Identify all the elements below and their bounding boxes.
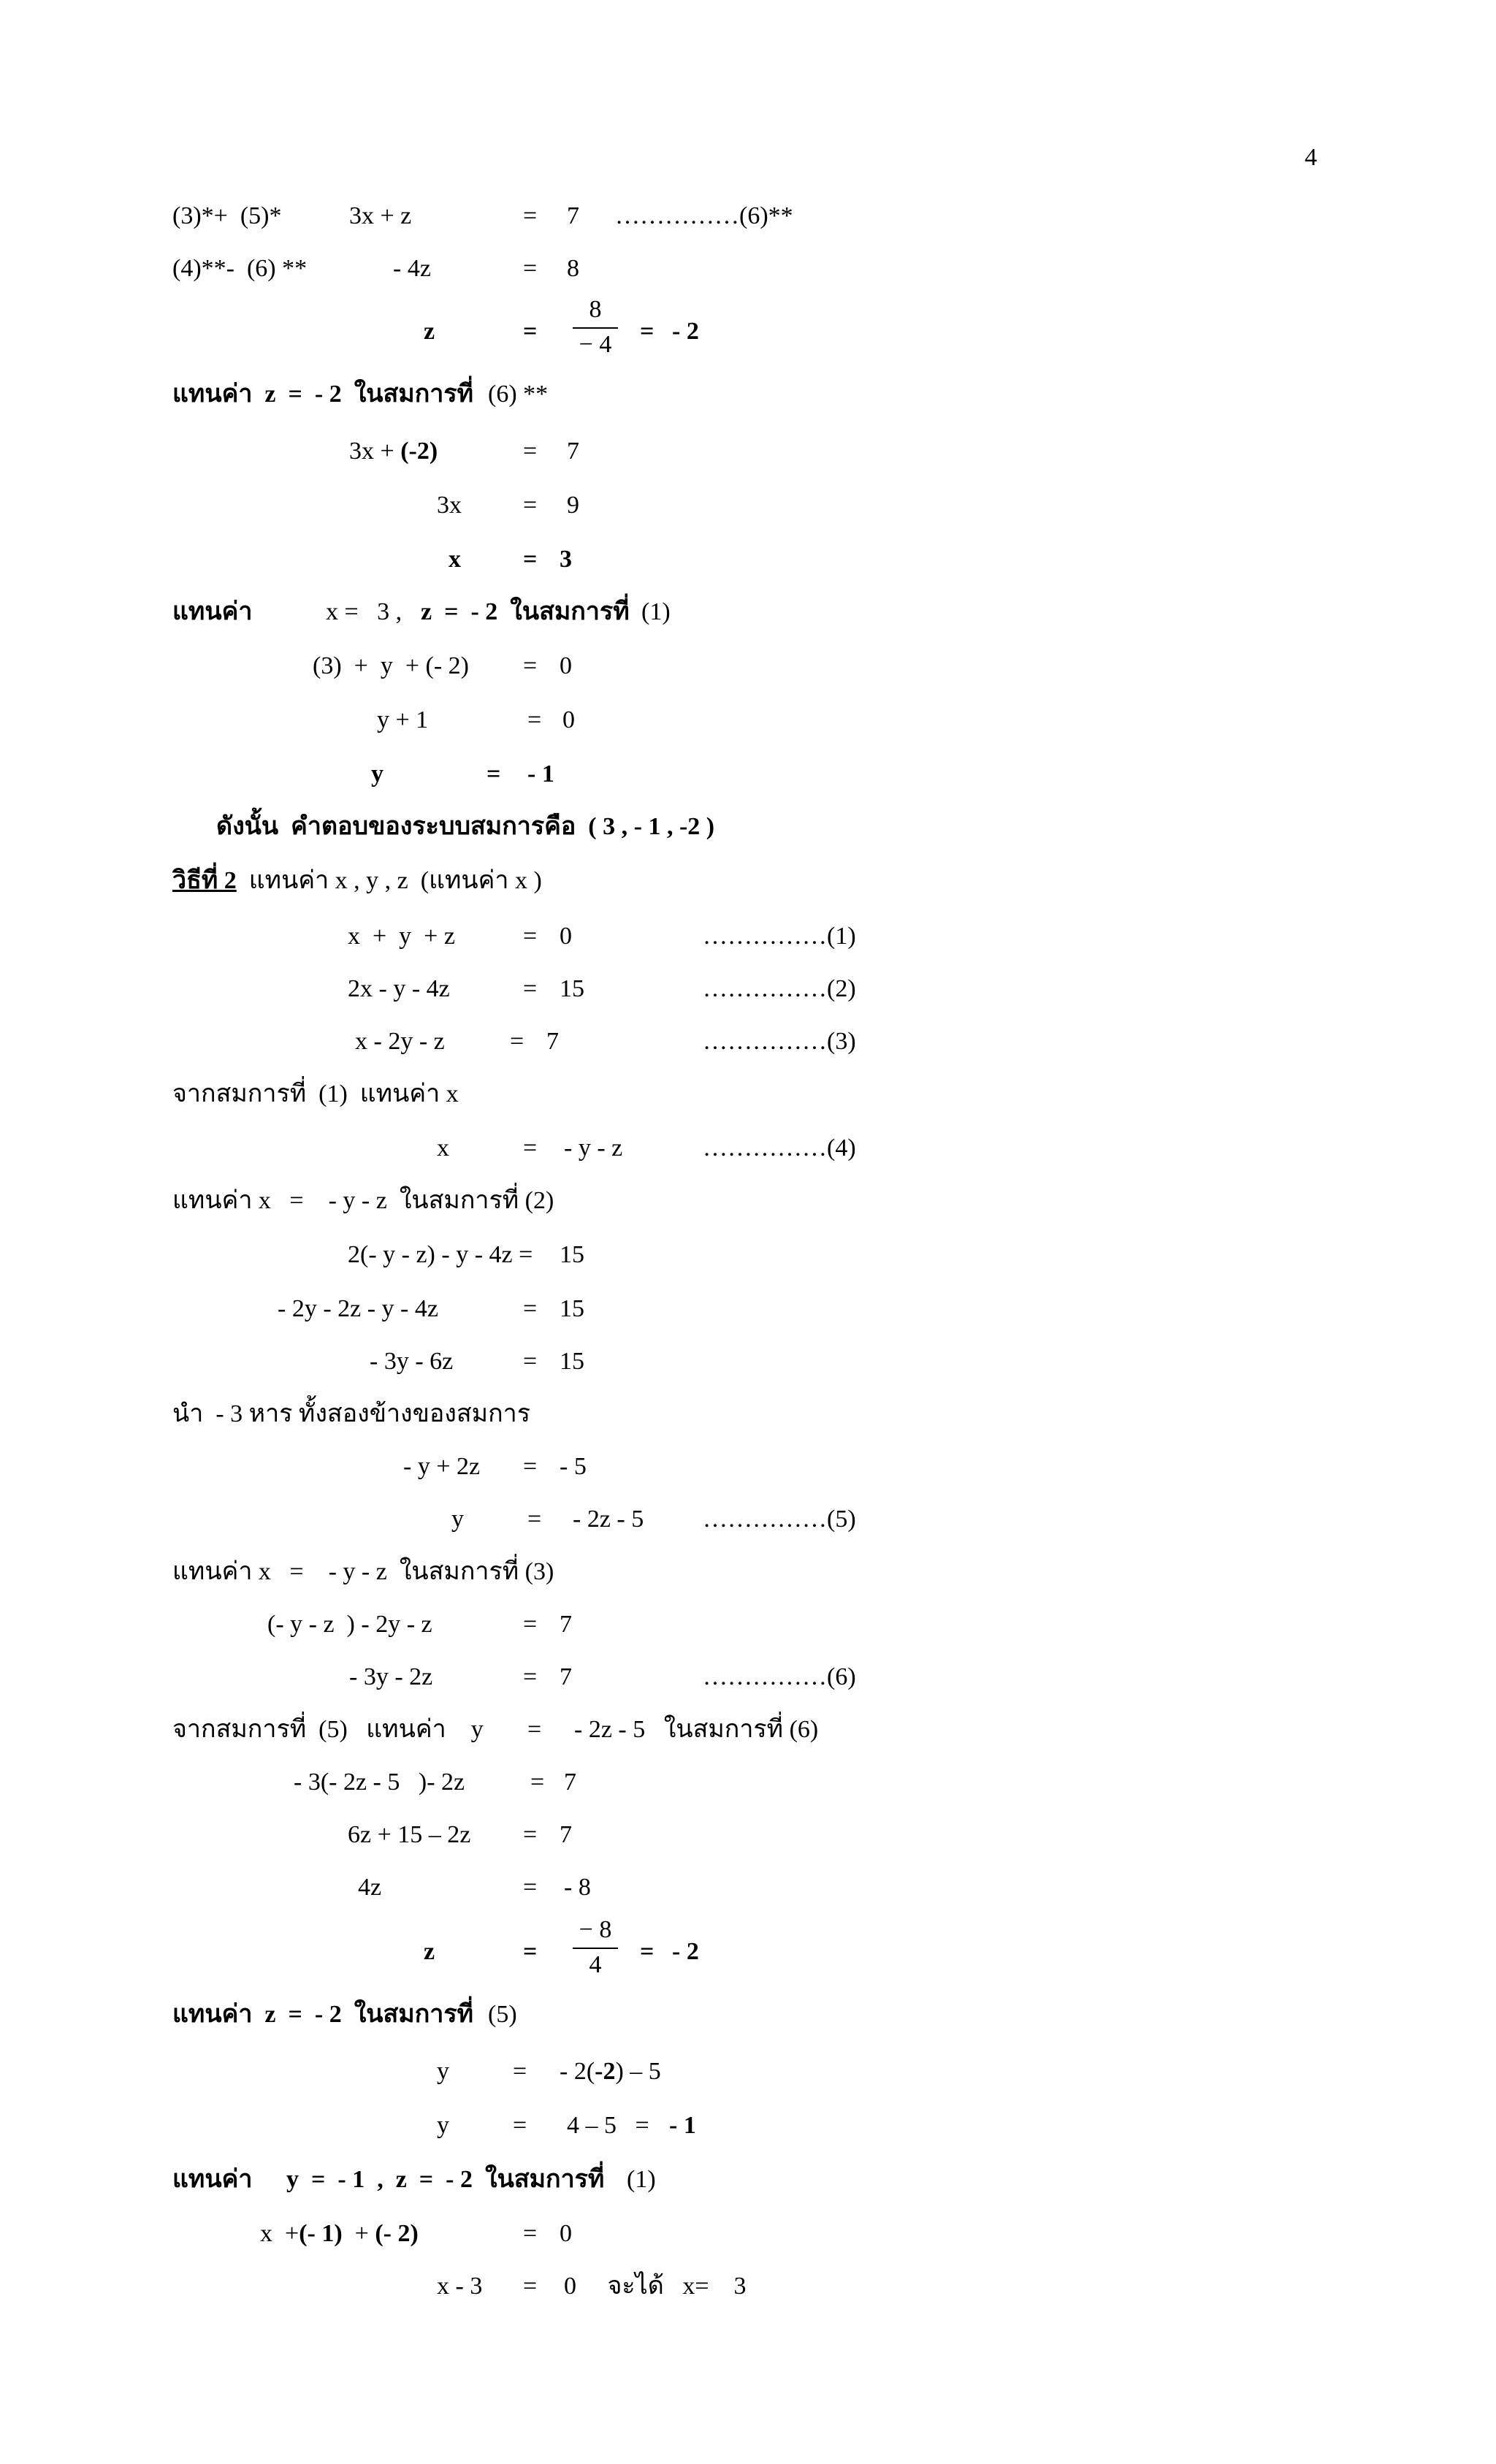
equation-lhs: y — [437, 2112, 449, 2139]
explanation-text: จากสมการที่ (5) แทนค่า y — [172, 1716, 484, 1743]
method-heading: วิธีที่ 2 แทนค่า x , y , z (แทนค่า x ) — [172, 867, 542, 894]
substitution-heading: แทนค่า z = - 2 ในสมการที่ — [172, 381, 474, 408]
equation-rhs: 7 — [560, 1611, 572, 1638]
equals-sign: = — [523, 318, 538, 345]
equals-sign: = — [513, 2058, 527, 2085]
equals-sign: = — [523, 2220, 538, 2247]
equals-sign: = — [530, 1769, 545, 1796]
fraction-bar — [573, 1948, 618, 1949]
explanation-text: แทนค่า x = - y - z ในสมการที่ (2) — [172, 1187, 554, 1214]
equation-ref: (1) — [641, 598, 671, 625]
equals-sign: = — [523, 546, 538, 573]
fraction-numerator: − 8 — [579, 1916, 612, 1943]
equals-sign: = — [523, 1611, 538, 1638]
equation-rhs: 7 — [560, 1821, 572, 1848]
equals-sign: = — [523, 975, 538, 1002]
answer-statement: ดังนั้น คำตอบของระบบสมการคือ ( 3 , - 1 , -2 ) — [216, 813, 715, 840]
equals-sign: = — [523, 923, 538, 950]
equals-sign: = — [527, 1506, 542, 1533]
equation-rhs: 7 — [546, 1028, 559, 1055]
equals-sign: = — [486, 760, 501, 787]
equation-ref: (1) — [627, 2166, 656, 2193]
explanation-text: จากสมการที่ (1) แทนค่า x — [172, 1080, 459, 1107]
step-label: (3)*+ (5)* — [172, 202, 282, 229]
page-number: 4 — [1305, 144, 1317, 171]
equation-lhs: x — [437, 1134, 449, 1162]
equation-lhs: - y + 2z — [403, 1453, 481, 1480]
equation-rhs: 0 — [562, 706, 575, 733]
equation-lhs: - 3y - 6z — [370, 1348, 454, 1375]
explanation-text: - 2z - 5 ในสมการที่ (6) — [574, 1716, 819, 1743]
equation-lhs: - 2y - 2z - y - 4z — [278, 1295, 438, 1322]
final-answer: 0 จะได้ x= 3 — [564, 2273, 747, 2300]
equation-rhs: 8 — [567, 255, 579, 282]
fraction — [570, 1915, 621, 1981]
equals-sign: = — [527, 1716, 542, 1743]
equation-rhs: 0 — [560, 652, 572, 679]
equation-rhs: 4 – 5 = — [567, 2112, 649, 2139]
equation-lhs: - 3(- 2z - 5 )- 2z — [294, 1769, 465, 1796]
equation-rhs: 7 — [567, 202, 579, 229]
equation-lhs: y — [451, 1506, 464, 1533]
equation-ref: ……………(1) — [703, 923, 856, 950]
equation-rhs: 0 — [560, 2220, 572, 2247]
equation-lhs: - 3y - 2z — [349, 1663, 433, 1690]
equation-ref: ……………(6) — [703, 1663, 856, 1690]
fraction — [570, 295, 621, 361]
equation-rhs: 9 — [567, 492, 579, 519]
equation-rhs: 7 — [564, 1769, 576, 1796]
substitution-heading: แทนค่า — [172, 2166, 253, 2193]
equals-sign: = — [523, 492, 538, 519]
equals-sign: = — [513, 2112, 527, 2139]
equation-lhs: 3x + z — [349, 202, 412, 229]
substitution-value: y = - 1 , z = - 2 ในสมการที่ — [286, 2166, 605, 2193]
equation-lhs: 3x + (-2) — [349, 438, 438, 465]
substitution-heading: แทนค่า — [172, 598, 253, 625]
equation-lhs: x + y + z — [348, 923, 455, 950]
equation-rhs: - 2z - 5 — [573, 1506, 644, 1533]
equals-sign: = — [523, 1453, 538, 1480]
result-value: - 1 — [669, 2112, 696, 2139]
equation-lhs: y + 1 — [377, 706, 429, 733]
equation-rhs: 7 — [560, 1663, 572, 1690]
explanation-text: แทนค่า x = - y - z ในสมการที่ (3) — [172, 1558, 554, 1585]
equation-rhs: - y - z — [564, 1134, 623, 1162]
result-value: - 1 — [527, 760, 554, 787]
equals-sign: = — [527, 706, 542, 733]
equation-lhs: 6z + 15 – 2z — [348, 1821, 471, 1848]
equation-lhs: z — [424, 318, 435, 345]
equation-lhs: y — [371, 760, 383, 787]
fraction-bar — [573, 327, 618, 329]
equation-lhs: x — [449, 546, 461, 573]
equation-rhs: 7 — [567, 438, 579, 465]
equation-lhs: - 4z — [393, 255, 431, 282]
equals-sign: = — [523, 438, 538, 465]
equation-lhs: 2x - y - 4z — [348, 975, 450, 1002]
equals-sign: = — [523, 1938, 538, 1965]
fraction-numerator: 8 — [589, 296, 602, 323]
equation-lhs: x - 3 — [437, 2273, 483, 2300]
equals-sign: = — [510, 1028, 524, 1055]
equation-ref: ……………(4) — [703, 1134, 856, 1162]
substitution-value: z = - 2 ในสมการที่ — [421, 598, 630, 625]
equals-sign: = — [523, 2273, 538, 2300]
equation-rhs: - 5 — [560, 1453, 587, 1480]
equation-rhs: 15 — [560, 1241, 584, 1268]
equals-sign: = — [523, 255, 538, 282]
equation-rhs: 0 — [560, 923, 572, 950]
equation-rhs: 15 — [560, 975, 584, 1002]
equation-lhs: x - 2y - z — [355, 1028, 445, 1055]
equals-sign: = — [523, 1874, 538, 1901]
equation-rhs: 15 — [560, 1295, 584, 1322]
equation-ref: ……………(6)** — [615, 202, 793, 229]
equation-lhs: 4z — [358, 1874, 382, 1901]
step-label: (4)**- (6) ** — [172, 255, 308, 282]
equation-rhs: - 8 — [564, 1874, 591, 1901]
equation-lhs: y — [437, 2058, 449, 2085]
equals-sign: = — [523, 1821, 538, 1848]
result-value: - 2 — [672, 1938, 699, 1965]
equation-ref: ……………(5) — [703, 1506, 856, 1533]
equals-sign: = — [523, 1348, 538, 1375]
equation-lhs: (- y - z ) - 2y - z — [267, 1611, 432, 1638]
equals-sign: = — [523, 202, 538, 229]
fraction-denominator: − 4 — [579, 331, 612, 358]
equals-sign: = — [523, 1663, 538, 1690]
equals-sign: = — [523, 1295, 538, 1322]
equation-ref: (5) — [488, 2001, 517, 2028]
equation-lhs: (3) + y + (- 2) — [313, 652, 469, 679]
explanation-text: นำ - 3 หาร ทั้งสองข้างของสมการ — [172, 1400, 531, 1427]
substitution-value: x = 3 , — [326, 598, 402, 625]
fraction-denominator: 4 — [589, 1951, 602, 1978]
equation-lhs: 3x — [437, 492, 462, 519]
equals-sign: = — [523, 1134, 538, 1162]
result-value: - 2 — [672, 318, 699, 345]
equation-lhs: z — [424, 1938, 435, 1965]
equation-lhs: 2(- y - z) - y - 4z = — [348, 1241, 533, 1268]
substitution-heading: แทนค่า z = - 2 ในสมการที่ — [172, 2001, 474, 2028]
result-value: 3 — [560, 546, 572, 573]
equals-sign: = — [640, 1938, 654, 1965]
equation-rhs: 15 — [560, 1348, 584, 1375]
equation-ref: ……………(3) — [703, 1028, 856, 1055]
equation-ref: (6) ** — [488, 381, 549, 408]
equals-sign: = — [640, 318, 654, 345]
equals-sign: = — [523, 652, 538, 679]
equation-ref: ……………(2) — [703, 975, 856, 1002]
equation-lhs: x +(- 1) + (- 2) — [260, 2220, 419, 2247]
equation-rhs: - 2(-2) – 5 — [560, 2058, 661, 2085]
